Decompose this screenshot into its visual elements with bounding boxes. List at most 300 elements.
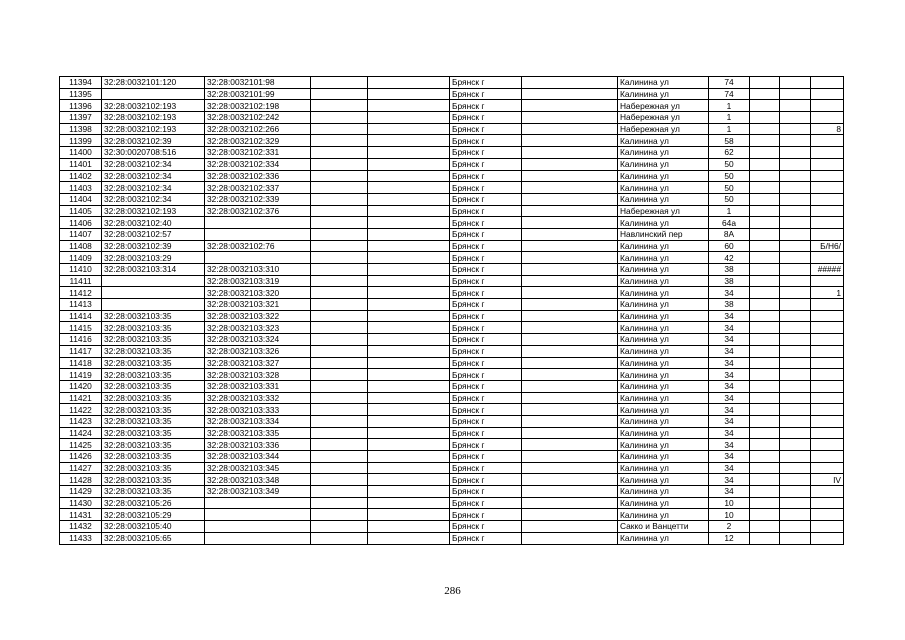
cell-col-11 — [780, 357, 811, 369]
cell-col-5 — [368, 182, 450, 194]
cell-row-number: 11397 — [60, 112, 102, 124]
cell-house-number: 34 — [709, 486, 750, 498]
cell-col-11 — [780, 228, 811, 240]
cell-col-4 — [311, 497, 368, 509]
cell-col-7 — [522, 182, 618, 194]
cell-note — [811, 345, 844, 357]
cell-col-10 — [750, 135, 780, 147]
cell-row-number: 11409 — [60, 252, 102, 264]
cell-house-number: 10 — [709, 497, 750, 509]
cell-house-number: 8А — [709, 228, 750, 240]
cell-col-5 — [368, 404, 450, 416]
cell-col-11 — [780, 310, 811, 322]
cell-street: Калинина ул — [618, 532, 709, 544]
cell-street: Калинина ул — [618, 193, 709, 205]
cell-street: Калинина ул — [618, 392, 709, 404]
cell-object-number: 32:28:0032103:327 — [205, 357, 311, 369]
cell-col-10 — [750, 427, 780, 439]
cell-street: Калинина ул — [618, 427, 709, 439]
cell-cadastral-number: 32:28:0032103:35 — [102, 322, 205, 334]
cell-object-number: 32:28:0032103:335 — [205, 427, 311, 439]
cell-cadastral-number: 32:28:0032103:35 — [102, 334, 205, 346]
cell-col-5 — [368, 462, 450, 474]
cell-col-10 — [750, 217, 780, 229]
cell-object-number: 32:28:0032103:349 — [205, 486, 311, 498]
page-number: 286 — [444, 585, 461, 597]
cell-street: Калинина ул — [618, 264, 709, 276]
table-row — [60, 123, 844, 135]
cell-col-5 — [368, 380, 450, 392]
cell-note: ##### — [811, 264, 844, 276]
table-row — [60, 193, 844, 205]
cell-city: Брянск г — [450, 392, 522, 404]
cell-col-11 — [780, 439, 811, 451]
cell-col-5 — [368, 275, 450, 287]
cell-row-number: 11433 — [60, 532, 102, 544]
cell-street: Калинина ул — [618, 462, 709, 474]
cell-col-11 — [780, 88, 811, 100]
cell-col-4 — [311, 252, 368, 264]
cell-note — [811, 112, 844, 124]
cell-object-number: 32:28:0032102:376 — [205, 205, 311, 217]
cell-street: Калинина ул — [618, 357, 709, 369]
cell-col-4 — [311, 521, 368, 533]
cell-row-number: 11400 — [60, 147, 102, 159]
cell-street: Калинина ул — [618, 88, 709, 100]
cell-col-11 — [780, 264, 811, 276]
cell-city: Брянск г — [450, 228, 522, 240]
cell-city: Брянск г — [450, 77, 522, 89]
cell-col-5 — [368, 427, 450, 439]
table-row — [60, 345, 844, 357]
cell-note — [811, 415, 844, 427]
cell-col-11 — [780, 205, 811, 217]
cell-col-4 — [311, 205, 368, 217]
cell-col-10 — [750, 509, 780, 521]
cell-object-number: 32:28:0032103:344 — [205, 451, 311, 463]
cell-note — [811, 88, 844, 100]
cell-col-5 — [368, 287, 450, 299]
cell-street: Набережная ул — [618, 100, 709, 112]
registry-table — [59, 76, 844, 545]
table-row — [60, 287, 844, 299]
cell-col-5 — [368, 264, 450, 276]
cell-col-5 — [368, 310, 450, 322]
cell-col-11 — [780, 497, 811, 509]
cell-col-11 — [780, 369, 811, 381]
cell-note: 8 — [811, 123, 844, 135]
cell-col-7 — [522, 427, 618, 439]
cell-row-number: 11404 — [60, 193, 102, 205]
table-row — [60, 334, 844, 346]
cell-street: Набережная ул — [618, 112, 709, 124]
cell-cadastral-number: 32:28:0032103:35 — [102, 427, 205, 439]
table-row — [60, 322, 844, 334]
cell-col-5 — [368, 100, 450, 112]
cell-col-4 — [311, 170, 368, 182]
cell-object-number: 32:28:0032102:337 — [205, 182, 311, 194]
cell-col-7 — [522, 474, 618, 486]
cell-city: Брянск г — [450, 264, 522, 276]
cell-col-10 — [750, 322, 780, 334]
cell-col-5 — [368, 147, 450, 159]
cell-note: Б/Н6/ — [811, 240, 844, 252]
cell-city: Брянск г — [450, 509, 522, 521]
cell-cadastral-number: 32:28:0032102:39 — [102, 135, 205, 147]
cell-col-10 — [750, 240, 780, 252]
cell-row-number: 11410 — [60, 264, 102, 276]
cell-col-5 — [368, 135, 450, 147]
cell-street: Калинина ул — [618, 334, 709, 346]
cell-house-number: 34 — [709, 369, 750, 381]
cell-house-number: 1 — [709, 112, 750, 124]
cell-street: Набережная ул — [618, 123, 709, 135]
cell-street: Калинина ул — [618, 369, 709, 381]
cell-col-7 — [522, 264, 618, 276]
cell-col-7 — [522, 322, 618, 334]
cell-cadastral-number: 32:28:0032102:193 — [102, 100, 205, 112]
cell-city: Брянск г — [450, 427, 522, 439]
cell-object-number: 32:28:0032103:323 — [205, 322, 311, 334]
table-row — [60, 521, 844, 533]
table-row — [60, 275, 844, 287]
table-row — [60, 439, 844, 451]
cell-city: Брянск г — [450, 415, 522, 427]
cell-cadastral-number: 32:28:0032105:40 — [102, 521, 205, 533]
table-row — [60, 228, 844, 240]
cell-street: Калинина ул — [618, 415, 709, 427]
cell-col-5 — [368, 158, 450, 170]
cell-row-number: 11422 — [60, 404, 102, 416]
cell-note — [811, 521, 844, 533]
cell-house-number: 42 — [709, 252, 750, 264]
cell-col-11 — [780, 77, 811, 89]
cell-note — [811, 486, 844, 498]
table-row — [60, 88, 844, 100]
table-row — [60, 369, 844, 381]
table-row — [60, 451, 844, 463]
cell-row-number: 11428 — [60, 474, 102, 486]
cell-col-7 — [522, 252, 618, 264]
cell-house-number: 1 — [709, 100, 750, 112]
cell-cadastral-number: 32:28:0032102:193 — [102, 123, 205, 135]
cell-house-number: 34 — [709, 322, 750, 334]
cell-col-11 — [780, 158, 811, 170]
cell-col-4 — [311, 147, 368, 159]
cell-col-11 — [780, 275, 811, 287]
cell-col-11 — [780, 334, 811, 346]
cell-street: Калинина ул — [618, 158, 709, 170]
table-row — [60, 77, 844, 89]
cell-col-7 — [522, 357, 618, 369]
cell-col-10 — [750, 182, 780, 194]
cell-col-10 — [750, 439, 780, 451]
cell-cadastral-number: 32:28:0032105:26 — [102, 497, 205, 509]
cell-object-number: 32:28:0032102:339 — [205, 193, 311, 205]
cell-city: Брянск г — [450, 439, 522, 451]
cell-object-number: 32:28:0032103:321 — [205, 299, 311, 311]
cell-col-4 — [311, 100, 368, 112]
cell-cadastral-number: 32:28:0032103:35 — [102, 439, 205, 451]
cell-house-number: 62 — [709, 147, 750, 159]
cell-col-4 — [311, 462, 368, 474]
cell-city: Брянск г — [450, 380, 522, 392]
cell-col-11 — [780, 170, 811, 182]
cell-row-number: 11415 — [60, 322, 102, 334]
cell-city: Брянск г — [450, 497, 522, 509]
cell-row-number: 11416 — [60, 334, 102, 346]
cell-city: Брянск г — [450, 299, 522, 311]
cell-object-number: 32:28:0032102:334 — [205, 158, 311, 170]
cell-house-number: 74 — [709, 77, 750, 89]
table-row — [60, 392, 844, 404]
cell-row-number: 11418 — [60, 357, 102, 369]
cell-street: Калинина ул — [618, 486, 709, 498]
cell-row-number: 11405 — [60, 205, 102, 217]
cell-house-number: 1 — [709, 205, 750, 217]
cell-col-4 — [311, 532, 368, 544]
cell-object-number: 32:28:0032103:324 — [205, 334, 311, 346]
cell-house-number: 50 — [709, 170, 750, 182]
cell-note — [811, 380, 844, 392]
cell-col-7 — [522, 415, 618, 427]
cell-col-4 — [311, 427, 368, 439]
cell-col-10 — [750, 404, 780, 416]
cell-col-5 — [368, 170, 450, 182]
cell-col-4 — [311, 322, 368, 334]
cell-object-number — [205, 521, 311, 533]
cell-house-number: 34 — [709, 415, 750, 427]
table-row — [60, 147, 844, 159]
cell-col-5 — [368, 497, 450, 509]
table-row — [60, 252, 844, 264]
cell-street: Сакко и Ванцетти — [618, 521, 709, 533]
cell-cadastral-number: 32:28:0032103:29 — [102, 252, 205, 264]
cell-col-11 — [780, 287, 811, 299]
cell-row-number: 11398 — [60, 123, 102, 135]
cell-col-4 — [311, 392, 368, 404]
cell-col-11 — [780, 193, 811, 205]
cell-col-5 — [368, 357, 450, 369]
cell-col-11 — [780, 451, 811, 463]
table-row — [60, 112, 844, 124]
cell-col-11 — [780, 217, 811, 229]
table-row — [60, 217, 844, 229]
cell-street: Калинина ул — [618, 299, 709, 311]
cell-cadastral-number: 32:28:0032102:57 — [102, 228, 205, 240]
cell-cadastral-number: 32:28:0032103:35 — [102, 486, 205, 498]
cell-row-number: 11419 — [60, 369, 102, 381]
cell-col-10 — [750, 357, 780, 369]
cell-row-number: 11423 — [60, 415, 102, 427]
cell-street: Калинина ул — [618, 217, 709, 229]
cell-note — [811, 509, 844, 521]
table-row — [60, 474, 844, 486]
cell-col-7 — [522, 345, 618, 357]
cell-col-11 — [780, 427, 811, 439]
cell-city: Брянск г — [450, 170, 522, 182]
cell-row-number: 11421 — [60, 392, 102, 404]
cell-col-7 — [522, 439, 618, 451]
cell-col-7 — [522, 509, 618, 521]
cell-col-7 — [522, 334, 618, 346]
cell-note: 1 — [811, 287, 844, 299]
cell-col-4 — [311, 264, 368, 276]
table-row — [60, 310, 844, 322]
cell-col-4 — [311, 240, 368, 252]
cell-col-10 — [750, 345, 780, 357]
cell-street: Калинина ул — [618, 275, 709, 287]
cell-city: Брянск г — [450, 217, 522, 229]
cell-col-5 — [368, 205, 450, 217]
cell-street: Калинина ул — [618, 135, 709, 147]
cell-cadastral-number: 32:28:0032102:34 — [102, 193, 205, 205]
cell-col-7 — [522, 521, 618, 533]
cell-cadastral-number: 32:28:0032102:193 — [102, 205, 205, 217]
table-row — [60, 357, 844, 369]
cell-col-11 — [780, 532, 811, 544]
cell-house-number: 34 — [709, 357, 750, 369]
cell-col-10 — [750, 147, 780, 159]
cell-row-number: 11414 — [60, 310, 102, 322]
table-row — [60, 380, 844, 392]
cell-col-10 — [750, 88, 780, 100]
cell-col-4 — [311, 287, 368, 299]
cell-note — [811, 439, 844, 451]
cell-col-4 — [311, 451, 368, 463]
cell-col-7 — [522, 380, 618, 392]
cell-col-11 — [780, 100, 811, 112]
cell-col-4 — [311, 357, 368, 369]
cell-cadastral-number: 32:28:0032105:29 — [102, 509, 205, 521]
cell-col-10 — [750, 497, 780, 509]
cell-col-7 — [522, 193, 618, 205]
cell-object-number — [205, 532, 311, 544]
cell-street: Калинина ул — [618, 322, 709, 334]
cell-col-5 — [368, 88, 450, 100]
cell-row-number: 11395 — [60, 88, 102, 100]
cell-col-7 — [522, 451, 618, 463]
cell-col-7 — [522, 158, 618, 170]
cell-cadastral-number — [102, 287, 205, 299]
cell-col-5 — [368, 193, 450, 205]
cell-note — [811, 193, 844, 205]
cell-col-7 — [522, 240, 618, 252]
cell-street: Калинина ул — [618, 170, 709, 182]
cell-object-number: 32:28:0032103:310 — [205, 264, 311, 276]
cell-col-5 — [368, 369, 450, 381]
cell-house-number: 12 — [709, 532, 750, 544]
cell-row-number: 11417 — [60, 345, 102, 357]
cell-col-11 — [780, 521, 811, 533]
cell-note — [811, 322, 844, 334]
cell-col-4 — [311, 135, 368, 147]
cell-col-7 — [522, 123, 618, 135]
cell-col-10 — [750, 287, 780, 299]
cell-house-number: 1 — [709, 123, 750, 135]
cell-col-7 — [522, 275, 618, 287]
cell-object-number: 32:28:0032103:326 — [205, 345, 311, 357]
cell-col-10 — [750, 451, 780, 463]
cell-object-number: 32:28:0032103:328 — [205, 369, 311, 381]
cell-cadastral-number: 32:28:0032102:40 — [102, 217, 205, 229]
cell-city: Брянск г — [450, 193, 522, 205]
cell-col-4 — [311, 123, 368, 135]
cell-col-5 — [368, 217, 450, 229]
cell-note — [811, 275, 844, 287]
cell-note — [811, 451, 844, 463]
cell-street: Калинина ул — [618, 439, 709, 451]
cell-col-5 — [368, 345, 450, 357]
cell-col-4 — [311, 228, 368, 240]
cell-house-number: 34 — [709, 380, 750, 392]
cell-house-number: 10 — [709, 509, 750, 521]
cell-house-number: 34 — [709, 345, 750, 357]
cell-row-number: 11431 — [60, 509, 102, 521]
cell-col-11 — [780, 462, 811, 474]
cell-cadastral-number: 32:28:0032103:35 — [102, 451, 205, 463]
cell-row-number: 11394 — [60, 77, 102, 89]
cell-cadastral-number: 32:28:0032101:120 — [102, 77, 205, 89]
cell-col-5 — [368, 392, 450, 404]
cell-object-number: 32:28:0032103:320 — [205, 287, 311, 299]
cell-note — [811, 100, 844, 112]
cell-street: Калинина ул — [618, 240, 709, 252]
cell-col-4 — [311, 193, 368, 205]
cell-city: Брянск г — [450, 462, 522, 474]
table-row — [60, 532, 844, 544]
cell-object-number: 32:28:0032103:336 — [205, 439, 311, 451]
cell-note — [811, 205, 844, 217]
cell-house-number: 34 — [709, 334, 750, 346]
cell-col-10 — [750, 521, 780, 533]
cell-row-number: 11401 — [60, 158, 102, 170]
cell-col-11 — [780, 415, 811, 427]
table-row — [60, 299, 844, 311]
cell-city: Брянск г — [450, 205, 522, 217]
cell-object-number: 32:28:0032102:242 — [205, 112, 311, 124]
cell-col-5 — [368, 77, 450, 89]
cell-col-5 — [368, 299, 450, 311]
cell-col-10 — [750, 380, 780, 392]
cell-col-11 — [780, 135, 811, 147]
cell-col-4 — [311, 310, 368, 322]
cell-col-7 — [522, 532, 618, 544]
cell-city: Брянск г — [450, 451, 522, 463]
cell-street: Калинина ул — [618, 287, 709, 299]
cell-object-number: 32:28:0032102:331 — [205, 147, 311, 159]
cell-object-number: 32:28:0032102:76 — [205, 240, 311, 252]
cell-object-number: 32:28:0032103:319 — [205, 275, 311, 287]
cell-object-number — [205, 217, 311, 229]
cell-col-10 — [750, 228, 780, 240]
cell-col-4 — [311, 217, 368, 229]
cell-note — [811, 252, 844, 264]
cell-note — [811, 310, 844, 322]
cell-street: Калинина ул — [618, 252, 709, 264]
cell-col-5 — [368, 451, 450, 463]
cell-house-number: 34 — [709, 451, 750, 463]
cell-col-10 — [750, 299, 780, 311]
cell-col-11 — [780, 392, 811, 404]
cell-col-5 — [368, 112, 450, 124]
cell-city: Брянск г — [450, 158, 522, 170]
cell-col-5 — [368, 252, 450, 264]
cell-row-number: 11403 — [60, 182, 102, 194]
cell-col-10 — [750, 532, 780, 544]
cell-note — [811, 158, 844, 170]
cell-street: Калинина ул — [618, 182, 709, 194]
